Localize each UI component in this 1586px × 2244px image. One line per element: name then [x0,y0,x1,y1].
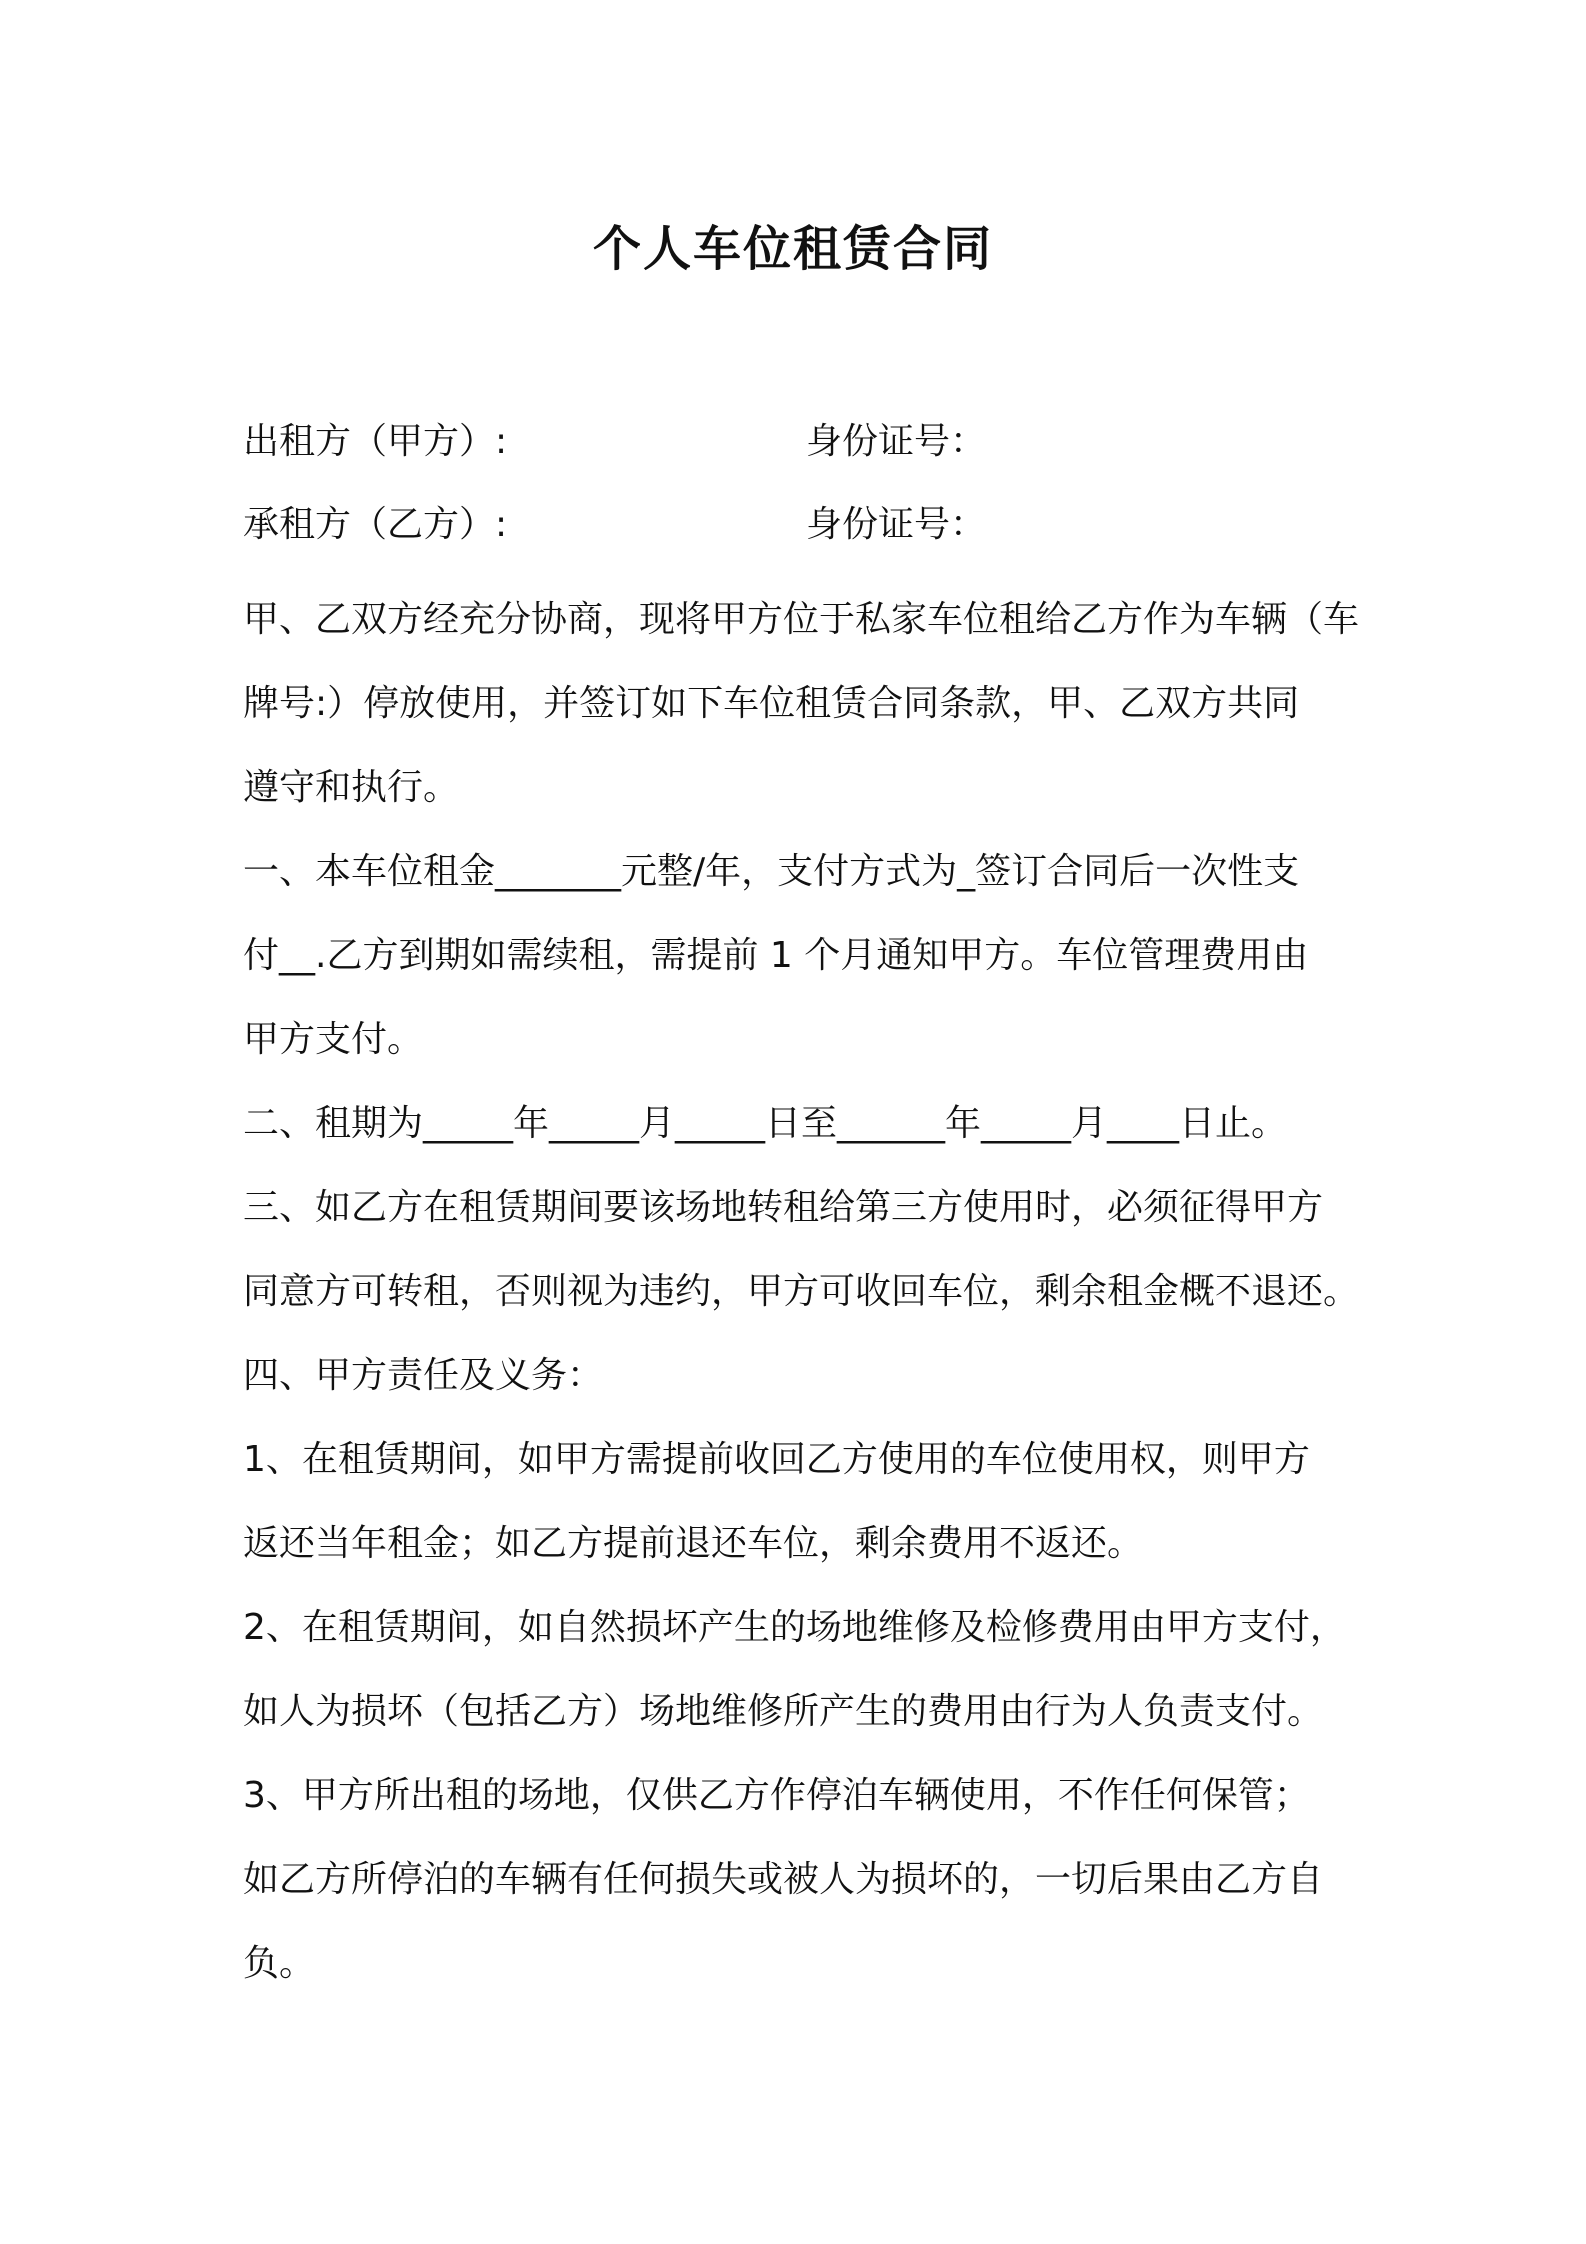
document-title: 个人车位租赁合同 [592,221,993,277]
clause-duty-3: 3、甲方所出租的场地，仅供乙方作停泊车辆使用，不作任何保管； 如乙方所停泊的车辆有任何损失或被人为损坏的，一切后果由乙方自 负。 [243,1775,1324,1984]
lessor-label: 出租方（甲方）: [243,421,508,462]
clause-duty-1: 1、在租赁期间，如甲方需提前收回乙方使用的车位使用权，则甲方 返还当年租金；如乙方提前退还车位，剩余费用不返还。 [243,1439,1310,1564]
clause-rent: 一、本车位租金_______元整/年，支付方式为_签订合同后一次性支 付__.乙方到期如需续租，需提前 1 个月通知甲方。车位管理费用由 甲方支付。 [243,851,1309,1060]
lessee-id-label: 身份证号： [806,504,987,545]
clause-term: 二、租期为_____年_____月_____日至______年_____月____日止。 [243,1103,1288,1144]
clause-lessor-duties-heading: 四、甲方责任及义务： [243,1355,604,1396]
lessor-id-label: 身份证号： [806,421,987,462]
intro-paragraph: 甲、乙双方经充分协商，现将甲方位于私家车位租给乙方作为车辆（车 牌号:）停放使用，并签订如下车位租赁合同条款，甲、乙双方共同 遵守和执行。 [243,599,1360,808]
clause-duty-2: 2、在租赁期间，如自然损坏产生的场地维修及检修费用由甲方支付， 如人为损坏（包括乙方）场地维修所产生的费用由行为人负责支付。 [243,1607,1346,1732]
lessee-label: 承租方（乙方）: [243,504,508,545]
clause-sublease: 三、如乙方在租赁期间要该场地转租给第三方使用时，必须征得甲方 同意方可转租，否则视为违约，甲方可收回车位，剩余租金概不退还。 [243,1187,1360,1312]
contract-body [243,578,1363,2006]
